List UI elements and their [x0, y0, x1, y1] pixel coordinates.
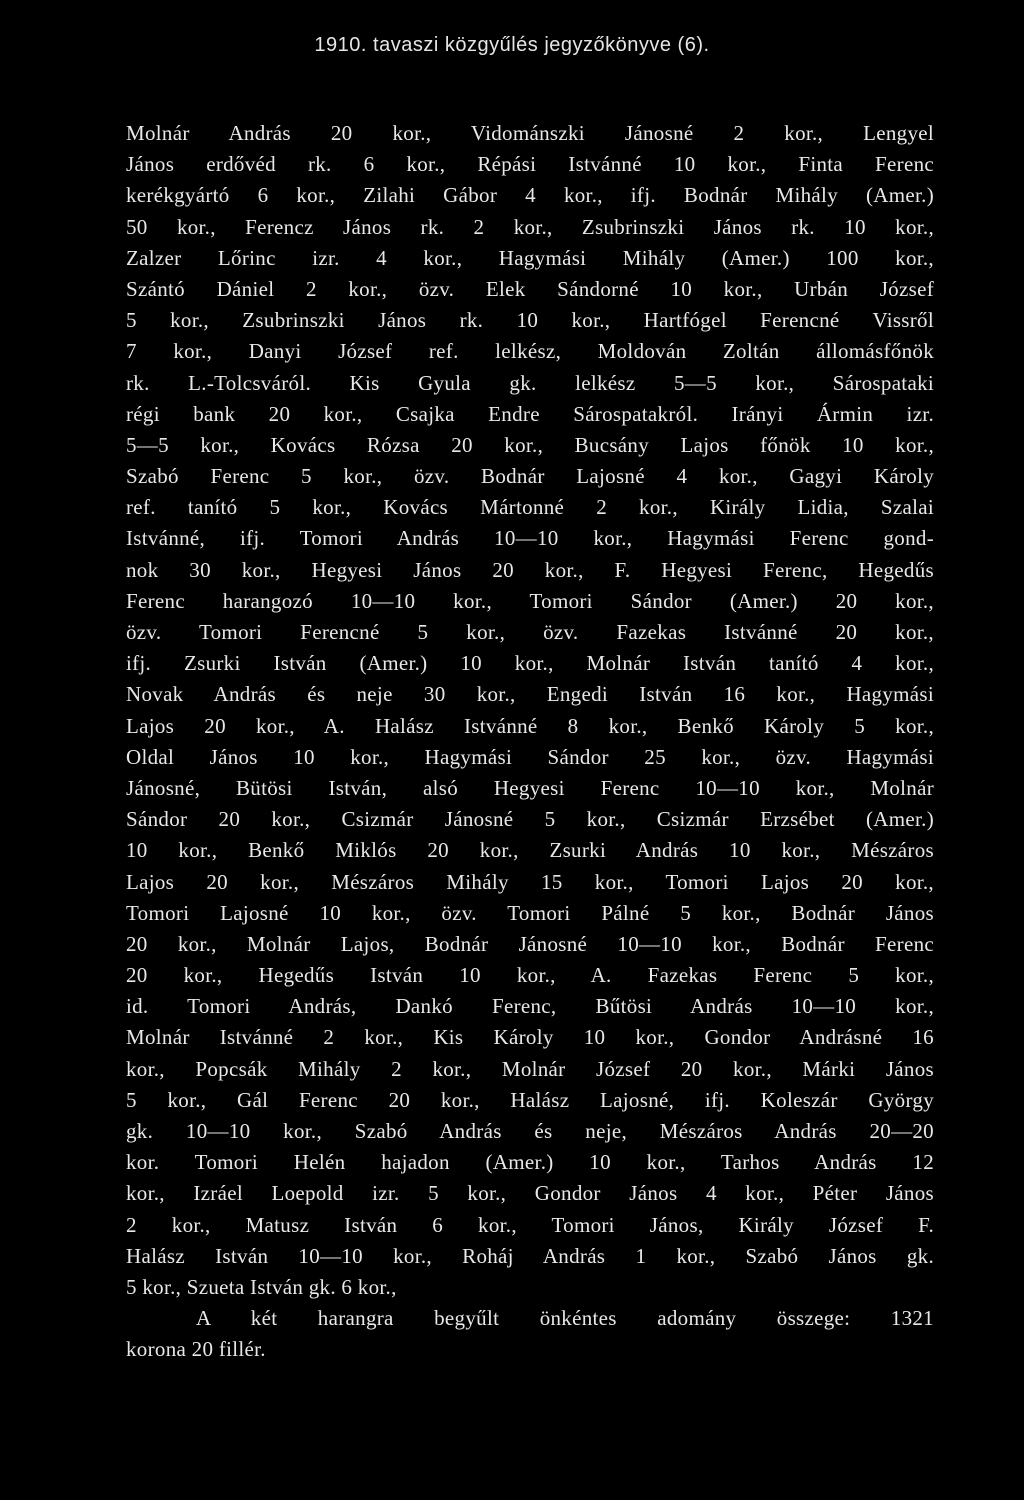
- text-line: Sándor 20 kor., Csizmár Jánosné 5 kor., Csizmár Erzsébet (Amer.): [126, 807, 934, 832]
- body-text: [126, 118, 934, 1366]
- text-line: 50 kor., Ferencz János rk. 2 kor., Zsubrinszki János rk. 10 kor.,: [126, 214, 934, 239]
- summary-line: korona 20 fillér.: [126, 1337, 266, 1362]
- summary-line: A két harangra begyűlt önkéntes adomány összege: 1321: [196, 1306, 934, 1331]
- text-line: Molnár Istvánné 2 kor., Kis Károly 10 kor., Gondor Andrásné 16: [126, 1025, 934, 1050]
- text-line: kor., Popcsák Mihály 2 kor., Molnár József 20 kor., Márki János: [126, 1056, 934, 1081]
- text-line: 20 kor., Molnár Lajos, Bodnár Jánosné 10—10 kor., Bodnár Ferenc: [126, 931, 934, 956]
- text-line: régi bank 20 kor., Csajka Endre Sárospatakról. Irányi Ármin izr.: [126, 401, 934, 426]
- text-line: Zalzer Lőrinc izr. 4 kor., Hagymási Mihály (Amer.) 100 kor.,: [126, 245, 934, 270]
- text-line: János erdővéd rk. 6 kor., Répási Istvánné 10 kor., Finta Ferenc: [126, 152, 934, 177]
- text-line: kor., Izráel Loepold izr. 5 kor., Gondor János 4 kor., Péter János: [126, 1181, 934, 1206]
- text-line: 7 kor., Danyi József ref. lelkész, Moldován Zoltán állomásfőnök: [126, 339, 934, 364]
- text-line: Szántó Dániel 2 kor., özv. Elek Sándorné 10 kor., Urbán József: [126, 276, 934, 301]
- text-line: Tomori Lajosné 10 kor., özv. Tomori Pálné 5 kor., Bodnár János: [126, 900, 934, 925]
- text-line: Halász István 10—10 kor., Roháj András 1 kor., Szabó János gk.: [126, 1243, 934, 1268]
- text-line: gk. 10—10 kor., Szabó András és neje, Mészáros András 20—20: [126, 1119, 934, 1143]
- text-line: rk. L.-Tolcsváról. Kis Gyula gk. lelkész 5—5 kor., Sárospataki: [126, 370, 934, 395]
- text-line: Szabó Ferenc 5 kor., özv. Bodnár Lajosné 4 kor., Gagyi Károly: [126, 464, 934, 489]
- text-line: Lajos 20 kor., Mészáros Mihály 15 kor., Tomori Lajos 20 kor.,: [126, 869, 934, 894]
- text-line: Lajos 20 kor., A. Halász Istvánné 8 kor., Benkő Károly 5 kor.,: [126, 713, 934, 738]
- text-line: 5 kor., Szueta István gk. 6 kor.,: [126, 1274, 397, 1299]
- text-line: özv. Tomori Ferencné 5 kor., özv. Fazekas Istvánné 20 kor.,: [126, 620, 934, 644]
- text-line: Oldal János 10 kor., Hagymási Sándor 25 kor., özv. Hagymási: [126, 744, 934, 769]
- text-line: Ferenc harangozó 10—10 kor., Tomori Sándor (Amer.) 20 kor.,: [126, 588, 934, 613]
- text-line: ref. tanító 5 kor., Kovács Mártonné 2 kor., Király Lidia, Szalai: [126, 495, 934, 520]
- text-line: 10 kor., Benkő Miklós 20 kor., Zsurki András 10 kor., Mészáros: [126, 838, 934, 863]
- text-line: id. Tomori András, Dankó Ferenc, Bűtösi András 10—10 kor.,: [126, 994, 934, 1019]
- text-line: 2 kor., Matusz István 6 kor., Tomori János, Király József F.: [126, 1212, 934, 1237]
- text-line: 20 kor., Hegedűs István 10 kor., A. Fazekas Ferenc 5 kor.,: [126, 963, 934, 988]
- text-line: Istvánné, ifj. Tomori András 10—10 kor., Hagymási Ferenc gond-: [126, 526, 934, 551]
- text-line: Jánosné, Bütösi István, alsó Hegyesi Ferenc 10—10 kor., Molnár: [126, 775, 934, 800]
- text-line: 5 kor., Zsubrinszki János rk. 10 kor., Hartfógel Ferencné Vissről: [126, 308, 934, 333]
- text-line: nok 30 kor., Hegyesi János 20 kor., F. Hegyesi Ferenc, Hegedűs: [126, 557, 934, 582]
- page-header: 1910. tavaszi közgyűlés jegyzőkönyve (6).: [314, 34, 710, 56]
- text-line: 5—5 kor., Kovács Rózsa 20 kor., Bucsány Lajos főnök 10 kor.,: [126, 432, 934, 457]
- text-line: ifj. Zsurki István (Amer.) 10 kor., Molnár István tanító 4 kor.,: [126, 651, 934, 676]
- text-line: kor. Tomori Helén hajadon (Amer.) 10 kor., Tarhos András 12: [126, 1150, 934, 1175]
- text-line: 5 kor., Gál Ferenc 20 kor., Halász Lajosné, ifj. Koleszár György: [126, 1087, 934, 1112]
- text-line: Molnár András 20 kor., Vidománszki Jánosné 2 kor., Lengyel: [126, 121, 934, 145]
- text-line: kerékgyártó 6 kor., Zilahi Gábor 4 kor., ifj. Bodnár Mihály (Amer.): [126, 183, 934, 208]
- text-line: Novak András és neje 30 kor., Engedi István 16 kor., Hagymási: [126, 682, 934, 707]
